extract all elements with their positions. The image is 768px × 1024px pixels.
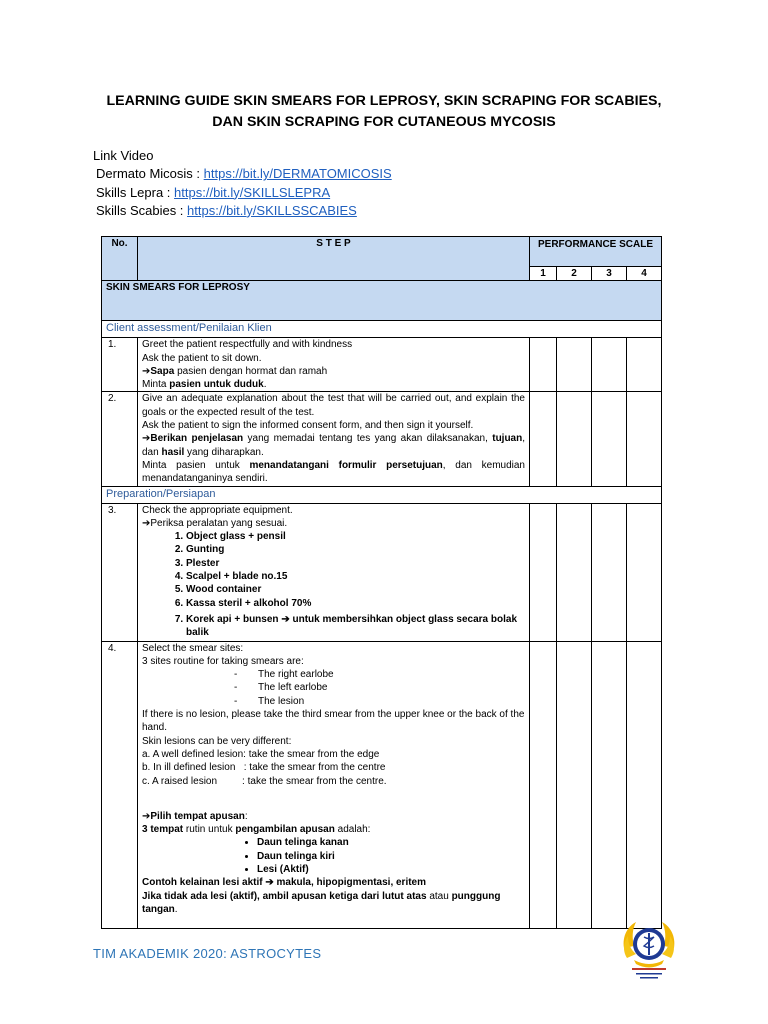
list-item: - The right earlobe — [234, 668, 525, 681]
step-text: c. A raised lesion : take the smear from the centre. — [142, 775, 387, 787]
scale-4: 4 — [627, 267, 662, 281]
list-item: - The lesion — [234, 695, 525, 708]
score-cell-3[interactable] — [592, 503, 627, 641]
step-text: Select the smear sites: — [142, 642, 244, 654]
step-text: If there is no lesion, please take the third smear from the upper knee or the back of the hand. — [142, 709, 525, 734]
link-row-lepra — [93, 184, 392, 202]
score-cell-3[interactable] — [592, 338, 627, 392]
score-cell-1[interactable] — [530, 338, 557, 392]
step-text-id: ➔Sapa pasien dengan hormat dan ramah — [142, 365, 328, 377]
list-item: 6. Kassa steril + alkohol 70% — [186, 597, 525, 610]
step-cell — [138, 338, 530, 392]
list-item: 7. Korek api + bunsen ➔ untuk membersihkan object glass secara bolak balik — [186, 613, 525, 640]
row-number: 2. — [102, 392, 138, 486]
score-cell-3[interactable] — [592, 392, 627, 486]
smear-sites-list — [142, 668, 525, 708]
score-cell-3[interactable] — [592, 641, 627, 928]
step-text-id: ➔Berikan penjelasan yang memadai tentang tes yang akan dilaksanakan, tujuan, dan hasil yang diharapkan. — [142, 433, 526, 458]
row-number: 1. — [102, 338, 138, 392]
arrow-icon: ➔ — [142, 517, 151, 529]
step-text: Ask the patient to sit down. — [142, 352, 262, 364]
list-item: • Daun telinga kiri — [257, 850, 525, 863]
link-label: Dermato Micosis : — [96, 166, 204, 182]
list-item: 1. Object glass + pensil — [186, 530, 525, 543]
list-item: • Lesi (Aktif) — [257, 863, 525, 876]
step-text: Ask the patient to sign the informed consent form, and then sign it yourself. — [142, 420, 474, 432]
document-title — [60, 91, 708, 133]
table-row — [102, 338, 662, 392]
table-row — [102, 392, 662, 486]
header-performance-scale: PERFORMANCE SCALE — [530, 237, 662, 267]
list-item: 5. Wood container — [186, 583, 525, 596]
score-cell-1[interactable] — [530, 641, 557, 928]
step-text: Give an adequate explanation about the test that will be carried out, and explain the goals or the expected result of the test. — [142, 393, 525, 418]
arrow-icon: ➔ — [281, 613, 290, 625]
list-item: 2. Gunting — [186, 543, 525, 556]
link-label: Skills Lepra : — [96, 184, 175, 200]
step-text: b. In ill defined lesion : take the smear from the centre — [142, 762, 386, 774]
step-text: Greet the patient respectfully and with kindness — [142, 339, 353, 351]
link-row-dermato — [93, 165, 392, 183]
step-text-id: Minta pasien untuk duduk. — [142, 379, 267, 391]
header-step: S T E P — [138, 237, 530, 281]
scale-2: 2 — [557, 267, 592, 281]
score-cell-1[interactable] — [530, 503, 557, 641]
header-no: No. — [102, 237, 138, 281]
score-cell-4[interactable] — [627, 392, 662, 486]
row-number: 3. — [102, 503, 138, 641]
title-line-1: LEARNING GUIDE SKIN SMEARS FOR LEPROSY, SKIN SCRAPING FOR SCABIES, — [106, 93, 662, 109]
title-line-2: DAN SKIN SCRAPING FOR CUTANEOUS MYCOSIS — [212, 114, 556, 130]
footer-text: TIM AKADEMIK 2020: ASTROCYTES — [93, 946, 322, 961]
links-heading: Link Video — [93, 148, 154, 163]
step-text-id: ➔Pilih tempat apusan: — [142, 810, 248, 822]
step-cell — [138, 641, 530, 928]
arrow-icon: ➔ — [142, 810, 151, 822]
video-links — [93, 147, 392, 220]
section-skin-smears-leprosy: SKIN SMEARS FOR LEPROSY — [102, 281, 662, 321]
step-text: Skin lesions can be very different: — [142, 735, 292, 747]
list-item: - The left earlobe — [234, 681, 525, 694]
subheader-client-assessment: Client assessment/Penilaian Klien — [102, 321, 662, 338]
link-skills-lepra[interactable]: https://bit.ly/SKILLSLEPRA — [174, 184, 331, 200]
id-sites-list — [142, 836, 525, 876]
arrow-icon: ➔ — [142, 433, 151, 445]
step-text-id: ➔Periksa peralatan yang sesuai. — [142, 517, 288, 529]
step-text: Check the appropriate equipment. — [142, 504, 293, 516]
step-text-id: 3 tempat rutin untuk pengambilan apusan adalah: — [142, 824, 371, 836]
score-cell-4[interactable] — [627, 641, 662, 928]
link-dermatomicosis[interactable]: https://bit.ly/DERMATOMICOSIS — [203, 166, 392, 182]
step-cell — [138, 392, 530, 486]
arrow-icon: ➔ — [265, 877, 274, 889]
scale-1: 1 — [530, 267, 557, 281]
row-number: 4. — [102, 641, 138, 928]
step-text: a. A well defined lesion: take the smear from the edge — [142, 748, 380, 760]
score-cell-4[interactable] — [627, 338, 662, 392]
score-cell-2[interactable] — [557, 392, 592, 486]
subheader-preparation: Preparation/Persiapan — [102, 486, 662, 503]
step-text-id: Jika tidak ada lesi (aktif), ambil apusan ketiga dari lutut atas atau punggung tangan. — [142, 890, 501, 915]
list-item: 4. Scalpel + blade no.15 — [186, 570, 525, 583]
score-cell-2[interactable] — [557, 338, 592, 392]
scale-3: 3 — [592, 267, 627, 281]
step-text-id: Minta pasien untuk menandatangani formulir persetujuan, dan kemudian menandatanganinya sendiri. — [142, 459, 525, 485]
score-cell-2[interactable] — [557, 503, 592, 641]
link-skills-scabies[interactable]: https://bit.ly/SKILLSSCABIES — [187, 202, 357, 218]
arrow-icon: ➔ — [142, 365, 151, 377]
score-cell-4[interactable] — [627, 503, 662, 641]
learning-guide-table — [101, 236, 662, 929]
score-cell-2[interactable] — [557, 641, 592, 928]
link-row-scabies — [93, 202, 392, 220]
link-label: Skills Scabies : — [96, 202, 188, 218]
list-item: • Daun telinga kanan — [257, 836, 525, 849]
step-cell — [138, 503, 530, 641]
equipment-list — [142, 530, 525, 639]
asclepius-logo — [618, 918, 680, 980]
score-cell-1[interactable] — [530, 392, 557, 486]
step-text: 3 sites routine for taking smears are: — [142, 655, 304, 667]
list-item: 3. Plester — [186, 557, 525, 570]
table-row — [102, 641, 662, 928]
step-text-id: Contoh kelainan lesi aktif ➔ makula, hipopigmentasi, eritem — [142, 877, 427, 889]
table-row — [102, 503, 662, 641]
